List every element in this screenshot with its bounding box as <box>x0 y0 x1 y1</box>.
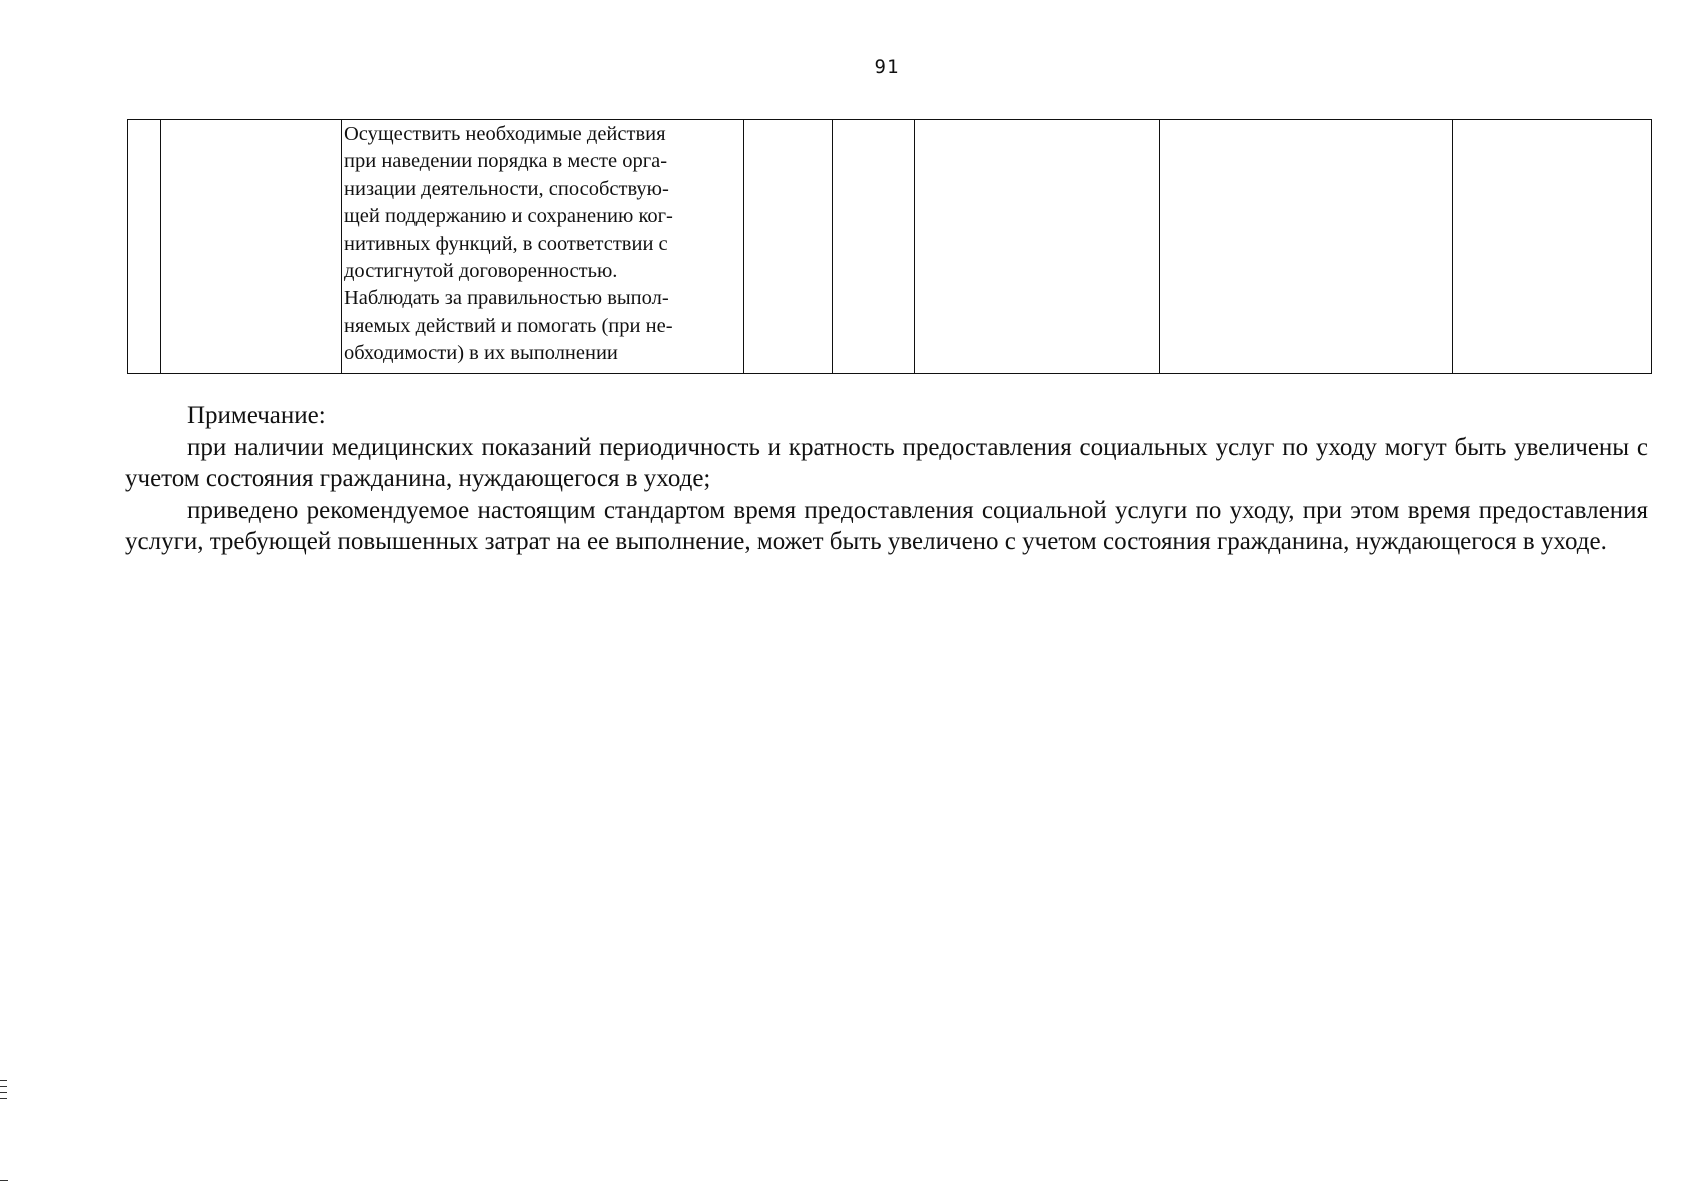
scan-margin-mark <box>0 1180 8 1181</box>
action-line: низации деятельности, способствую- <box>344 177 669 200</box>
page-number: 91 <box>874 56 900 78</box>
table-cell-empty <box>833 120 915 374</box>
action-line: при наведении порядка в месте орга- <box>344 150 668 173</box>
scan-margin-mark <box>0 1086 7 1087</box>
table-cell-empty <box>1453 120 1652 374</box>
action-line: достигнутой договоренностью. <box>344 260 618 283</box>
scan-margin-mark <box>0 1080 7 1081</box>
note-paragraph: приведено рекомендуемое настоящим стандартом время предоставления социальной услуги по уходу, при этом время предоставления услуги, требующей повышенных затрат на ее выполнение, может быть увеличено с учетом состояния гражданина, нуждающегося в уходе. <box>125 496 1648 555</box>
scan-margin-mark <box>0 1098 7 1099</box>
action-line: нитивных функций, в соответствии с <box>344 232 668 255</box>
action-line: обходимости) в их выполнении <box>344 342 618 365</box>
scan-margin-mark <box>0 1092 7 1093</box>
action-line: Осуществить необходимые действия <box>344 123 666 145</box>
action-line: щей поддержанию и сохранению ког- <box>344 205 673 228</box>
table-row <box>128 120 1652 374</box>
action-line: Наблюдать за правильностью выпол- <box>344 287 669 310</box>
table-cell-empty <box>1160 120 1453 374</box>
table-cell-empty <box>915 120 1160 374</box>
action-line: няемых действий и помогать (при не- <box>344 314 673 337</box>
note-paragraph: при наличии медицинских показаний периодичность и кратность предоставления социальных услуг по уходу могут быть увеличены с учетом состояния гражданина, нуждающегося в уходе; <box>125 433 1648 492</box>
table-cell-actions <box>342 120 744 374</box>
service-table <box>127 119 1652 374</box>
table-cell-number <box>128 120 161 374</box>
note-block <box>125 400 1648 558</box>
table-cell-empty <box>744 120 833 374</box>
table-cell-service <box>161 120 342 374</box>
note-heading: Примечание: <box>187 402 326 429</box>
